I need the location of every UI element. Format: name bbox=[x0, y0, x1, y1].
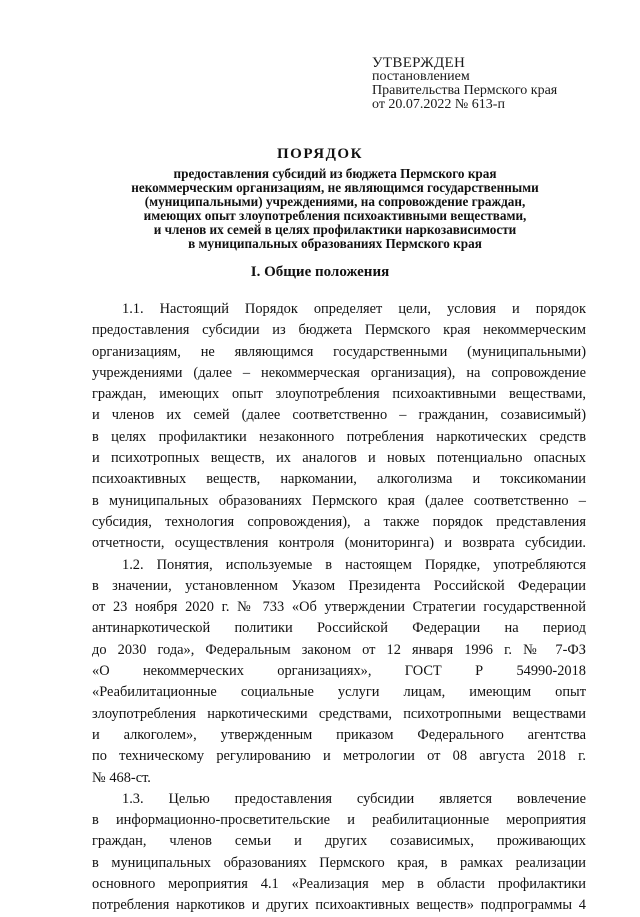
subtitle-line: предоставления субсидий из бюджета Пермского края bbox=[173, 166, 497, 181]
text-line: и членов их семей (далее соответственно – гражданин, созависимый) bbox=[92, 407, 586, 424]
text-line: от 23 ноября 2020 г. № 733 «Об утверждении Стратегии государственной bbox=[92, 599, 586, 616]
document-body bbox=[92, 299, 586, 917]
text-line: злоупотребления наркотическими средствами, психотропными веществами bbox=[92, 705, 586, 722]
text-line: и психотропных веществ, их аналогов и новых потенциально опасных bbox=[92, 450, 586, 467]
text-line: отчетности, осуществления контроля (мониторинга) и возврата субсидии. bbox=[92, 535, 586, 552]
subtitle-line: некоммерческим организациям, не являющимся государственными bbox=[131, 180, 539, 195]
section-heading: I. Общие положения bbox=[250, 264, 390, 280]
text-line: «О некоммерческих организациях», ГОСТ Р 54990-2018 bbox=[92, 663, 586, 680]
text-line: организациям, не являющимся государственными (муниципальными) bbox=[92, 343, 586, 360]
text-line: и алкоголем», утвержденным приказом Федерального агентства bbox=[92, 726, 586, 743]
text-line: учреждениями (далее – некоммерческая организация), на сопровождение bbox=[92, 364, 586, 381]
text-line: предоставления субсидии из бюджета Пермского края некоммерческим bbox=[92, 322, 586, 339]
text-line: граждан, членов семьи и других созависимых, проживающих bbox=[92, 833, 586, 850]
text-line: в целях профилактики незаконного потребления наркотических средств bbox=[92, 428, 586, 445]
subtitle-line: имеющих опыт злоупотребления психоактивными веществами, bbox=[143, 208, 527, 223]
text-line: в значении, установленном Указом Президента Российской Федерации bbox=[92, 577, 586, 594]
subtitle-line: в муниципальных образованиях Пермского края bbox=[188, 236, 482, 251]
text-line: потребления наркотиков и других психоактивных веществ» подпрограммы 4 bbox=[92, 897, 586, 914]
text-line: 1.1. Настоящий Порядок определяет цели, условия и порядок bbox=[122, 301, 586, 317]
approval-heading: УТВЕРЖДЕН bbox=[372, 55, 466, 71]
text-line: в информационно-просветительские и реабилитационные мероприятия bbox=[92, 812, 586, 829]
subtitle-line: (муниципальными) учреждениями, на сопровождение граждан, bbox=[144, 194, 526, 209]
paragraph-1-3 bbox=[92, 789, 586, 917]
text-line: 1.2. Понятия, используемые в настоящем Порядке, употребляются bbox=[122, 556, 586, 573]
text-line: антинаркотической политики Российской Федерации на период bbox=[92, 620, 586, 637]
approval-stamp bbox=[372, 56, 612, 112]
text-line: субсидия, технология сопровождения), а также порядок представления bbox=[92, 513, 586, 530]
text-line: до 2030 года», Федеральным законом от 12 января 1996 г. № 7-ФЗ bbox=[92, 641, 586, 658]
paragraph-1-1 bbox=[92, 299, 586, 555]
text-line: по техническому регулированию и метрологии от 08 августа 2018 г. bbox=[92, 748, 586, 765]
text-line: 1.3. Целью предоставления субсидии является вовлечение bbox=[122, 790, 586, 807]
text-line: граждан, имеющих опыт злоупотребления психоактивными веществами, bbox=[92, 386, 586, 403]
text-line: № 468-ст. bbox=[92, 769, 151, 786]
approval-line: Правительства Пермского края bbox=[372, 83, 558, 98]
text-line: психоактивных веществ, наркомании, алкоголизма и токсикомании bbox=[92, 471, 586, 488]
text-line: в муниципальных образованиях Пермского края, в рамках реализации bbox=[92, 854, 586, 871]
approval-line: от 20.07.2022 № 613-п bbox=[372, 97, 505, 112]
approval-line: постановлением bbox=[372, 69, 470, 84]
document-title: ПОРЯДОК bbox=[277, 146, 363, 162]
text-line: в муниципальных образованиях Пермского края (далее соответственно – bbox=[92, 492, 586, 509]
text-line: «Реабилитационные социальные услуги лицам, имеющим опыт bbox=[92, 684, 586, 701]
document-subtitle bbox=[100, 167, 570, 251]
paragraph-1-2 bbox=[92, 555, 586, 789]
text-line: основного мероприятия 4.1 «Реализация мер в области профилактики bbox=[92, 876, 586, 893]
subtitle-line: и членов их семей в целях профилактики наркозависимости bbox=[153, 222, 517, 237]
